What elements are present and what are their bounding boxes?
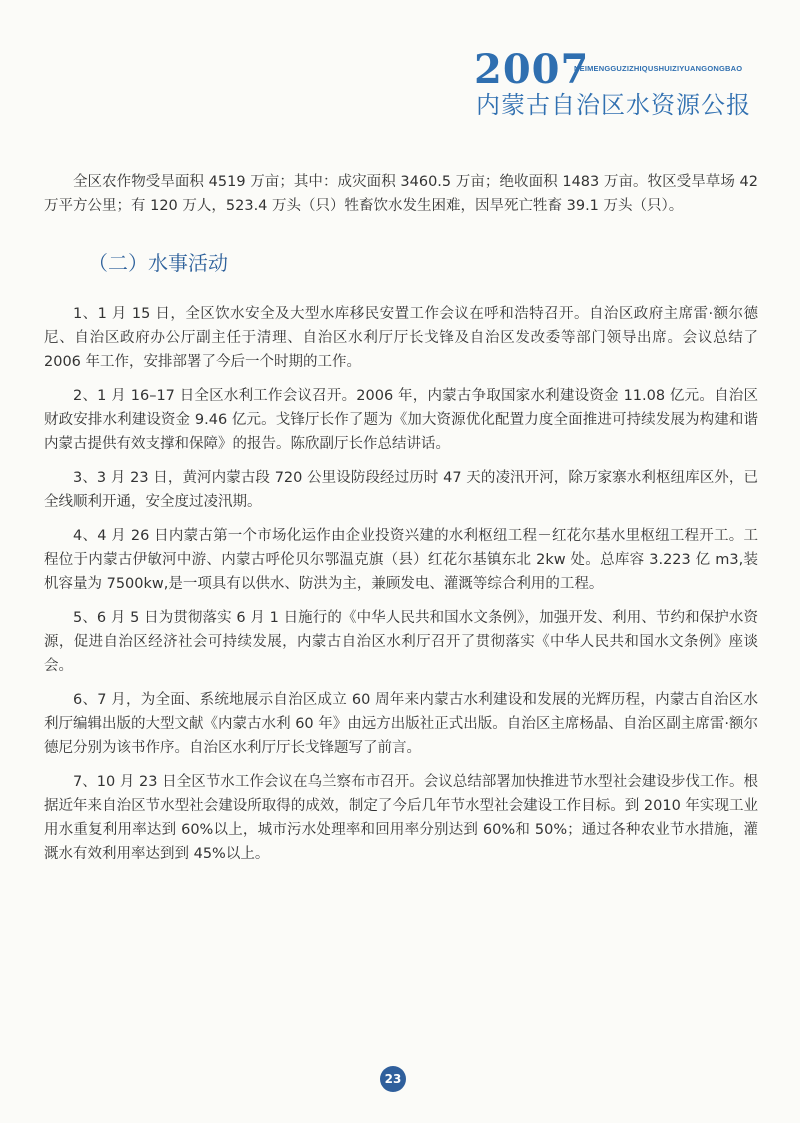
page-content — [44, 170, 758, 876]
report-title: 内蒙古自治区水资源公报 — [476, 91, 751, 119]
page-number: 23 — [380, 1066, 406, 1092]
report-year: 2007 — [474, 46, 590, 93]
list-item: 6、7 月，为全面、系统地展示自治区成立 60 周年来内蒙古水利建设和发展的光辉历程，内蒙古自治区水利厅编辑出版的大型文献《内蒙古水利 60 年》由远方出版社正式出版。自治区主席杨晶、自治区副主席雷·额尔德尼分别为该书作序。自治区水利厅厅长戈锋题写了前言。 — [44, 692, 758, 756]
intro-paragraph: 全区农作物受旱面积 4519 万亩；其中：成灾面积 3460.5 万亩；绝收面积 1483 万亩。牧区受旱草场 42 万平方公里；有 120 万人，523.4 万头（只）牲畜饮水发生困难，因旱死亡牲畜 39.1 万头（只）。 — [44, 174, 758, 214]
list-item: 1、1 月 15 日，全区饮水安全及大型水库移民安置工作会议在呼和浩特召开。自治区政府主席雷·额尔德尼、自治区政府办公厅副主任于清理、自治区水利厅厅长戈锋及自治区发改委等部门领导出席。会议总结了 2006 年工作，安排部署了今后一个时期的工作。 — [44, 306, 758, 370]
list-item: 7、10 月 23 日全区节水工作会议在乌兰察布市召开。会议总结部署加快推进节水型社会建设步伐工作。根据近年来自治区节水型社会建设所取得的成效，制定了今后几年节水型社会建设工作目标。到 2010 年实现工业用水重复利用率达到 60%以上，城市污水处理率和回用率分别达到 60%和 50%；通过各种农业节水措施，灌溉水有效利用率达到到 45%以上。 — [44, 774, 758, 862]
section-title: （二）水事活动 — [88, 251, 228, 275]
list-item: 4、4 月 26 日内蒙古第一个市场化运作由企业投资兴建的水利枢纽工程－红花尔基水里枢纽工程开工。工程位于内蒙古伊敏河中游、内蒙古呼伦贝尔鄂温克旗（县）红花尔基镇东北 2kw 处。总库容 3.223 亿 m3,装机容量为 7500kw,是一项具有以供水、防洪为主，兼顾发电、灌溉等综合利用的工程。 — [44, 528, 758, 592]
water-affairs-list — [44, 302, 758, 866]
report-pinyin-title: NEIMENGGUZIZHIQUSHUIZIYUANGONGBAO — [574, 64, 743, 73]
list-item: 2、1 月 16–17 日全区水利工作会议召开。2006 年，内蒙古争取国家水利建设资金 11.08 亿元。自治区财政安排水利建设资金 9.46 亿元。戈锋厅长作了题为《加大资源优化配置力度全面推进可持续发展为构建和谐内蒙古提供有效支撑和保障》的报告。陈欣副厅长作总结讲话。 — [44, 388, 758, 452]
list-item: 5、6 月 5 日为贯彻落实 6 月 1 日施行的《中华人民共和国水文条例》，加强开发、利用、节约和保护水资源，促进自治区经济社会可持续发展，内蒙古自治区水利厅召开了贯彻落实《中华人民共和国水文条例》座谈会。 — [44, 610, 758, 674]
report-header — [474, 48, 764, 128]
list-item: 3、3 月 23 日，黄河内蒙古段 720 公里设防段经过历时 47 天的凌汛开河，除万家寨水利枢纽库区外，已全线顺利开通，安全度过凌汛期。 — [44, 470, 758, 510]
